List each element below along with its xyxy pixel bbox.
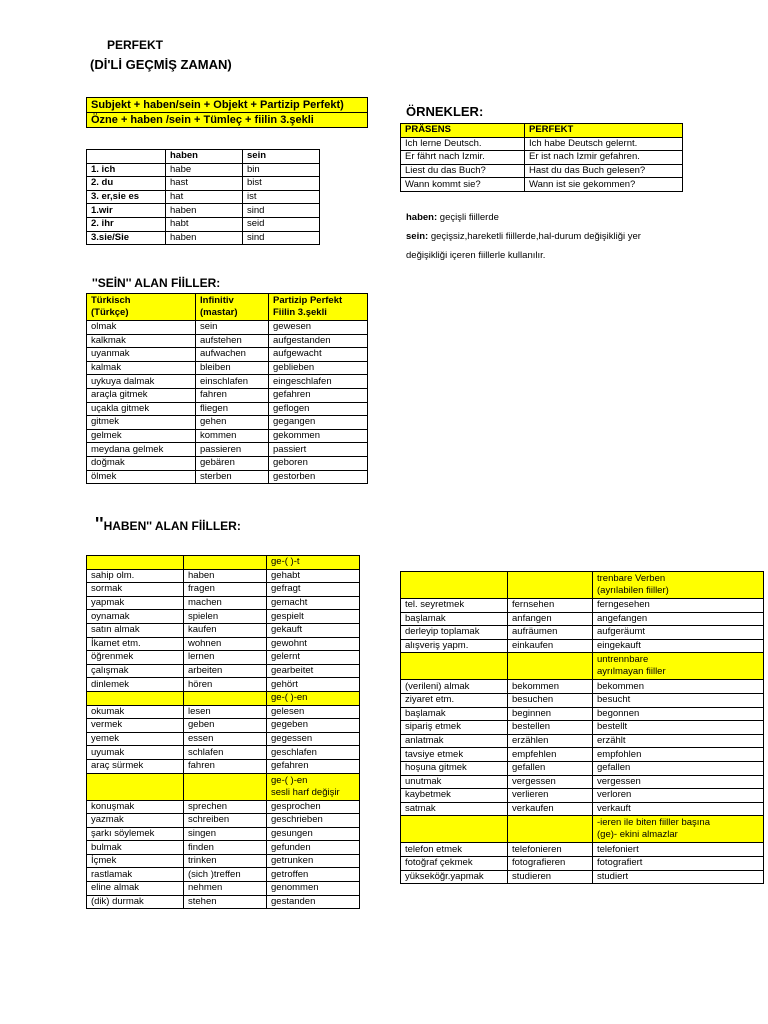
table-cell [184,773,267,800]
table-cell: stehen [184,895,267,909]
table-cell: bleiben [196,361,269,375]
table-row [401,639,764,653]
table-cell [401,653,508,680]
separable-verbs-table [400,571,764,884]
table-cell: fotoğraf çekmek [401,856,508,870]
table-row [87,204,320,218]
table-cell: ge-( )-en [267,691,360,705]
conjugation-table [86,149,320,245]
sein-label: sein: [406,231,429,242]
table-cell: haben [184,569,267,583]
table-cell: sein [196,321,269,335]
table-cell: begonnen [593,707,764,721]
table-row [87,470,368,484]
table-row [87,732,360,746]
table-cell: geschrieben [267,814,360,828]
table-cell: aufstehen [196,334,269,348]
table-row [401,164,683,178]
conj-body [87,163,320,245]
table-cell: genommen [267,882,360,896]
table-cell: ge-( )-en sesli harf değişir [267,773,360,800]
conj-header-cell [87,150,166,164]
table-cell: araçla gitmek [87,388,196,402]
table-cell: yemek [87,732,184,746]
table-row [87,416,368,430]
table-cell: Ich lerne Deutsch. [401,137,525,151]
table-cell: angefangen [593,612,764,626]
table-row [87,678,360,692]
table-cell: bekommen [508,680,593,694]
formula-german: Subjekt + haben/sein + Objekt + Partizip Perfekt) [91,99,344,111]
table-cell [184,556,267,570]
table-cell: olmak [87,321,196,335]
table-cell: verkaufen [508,802,593,816]
table-cell: gegessen [267,732,360,746]
table-cell: empfohlen [593,748,764,762]
table-cell: dinlemek [87,678,184,692]
sein-verbs-heading: ''SEİN'' ALAN FİİLLER: [92,276,221,290]
table-cell: eingekauft [593,639,764,653]
table-row [87,651,360,665]
table-cell: verkauft [593,802,764,816]
table-cell: Er ist nach Izmir gefahren. [525,151,683,165]
table-cell: derleyip toplamak [401,626,508,640]
table-cell: machen [184,596,267,610]
table-cell: Wann ist sie gekommen? [525,178,683,192]
table-cell: gewohnt [267,637,360,651]
table-cell: (verileni) almak [401,680,508,694]
table-cell: araç sürmek [87,759,184,773]
table-cell: gefahren [267,759,360,773]
table-cell: gefunden [267,841,360,855]
table-cell [87,556,184,570]
table-cell: aufgestanden [269,334,368,348]
table-cell: aufwachen [196,348,269,362]
table-row [87,429,368,443]
table-cell: bin [243,163,320,177]
table-cell: aufgewacht [269,348,368,362]
table-row [87,746,360,760]
table-cell: singen [184,827,267,841]
table-cell: doğmak [87,456,196,470]
table-row [401,707,764,721]
table-cell: lesen [184,705,267,719]
sein-header-cell: Türkisch (Türkçe) [87,294,196,321]
table-cell: untrennbare ayrılmayan fiiller [593,653,764,680]
table-row [87,705,360,719]
table-cell: gehen [196,416,269,430]
table-cell: unutmak [401,775,508,789]
table-cell: gesprochen [267,800,360,814]
table-cell: habe [166,163,243,177]
table-row [401,734,764,748]
conj-header-cell: sein [243,150,320,164]
haben-label: haben: [406,212,438,223]
table-row [87,623,360,637]
table-cell: geben [184,719,267,733]
table-cell: uykuya dalmak [87,375,196,389]
table-cell: 3.sie/Sie [87,231,166,245]
table-row [87,177,320,191]
table-cell: İçmek [87,854,184,868]
table-cell: gekauft [267,623,360,637]
table-cell: bestellt [593,721,764,735]
table-cell: gelesen [267,705,360,719]
examples-heading: ÖRNEKLER: [406,104,484,119]
table-row [87,583,360,597]
haben-verbs-table [86,555,360,909]
table-row [87,691,360,705]
table-cell [508,816,593,843]
table-cell: habt [166,217,243,231]
table-row [401,653,764,680]
table-cell: Hast du das Buch gelesen? [525,164,683,178]
table-cell [401,572,508,599]
table-cell: bist [243,177,320,191]
table-cell [508,653,593,680]
table-cell: Er fährt nach Izmir. [401,151,525,165]
table-cell: vergessen [508,775,593,789]
haben-body [87,556,360,909]
table-row [401,693,764,707]
table-cell: 1.wir [87,204,166,218]
table-cell: sahip olm. [87,569,184,583]
table-cell: oynamak [87,610,184,624]
table-cell: schlafen [184,746,267,760]
table-cell [87,691,184,705]
table-cell: schreiben [184,814,267,828]
table-cell: ziyaret etm. [401,693,508,707]
table-cell: 2. ihr [87,217,166,231]
table-cell: gemacht [267,596,360,610]
sein-header-cell: Infinitiv (mastar) [196,294,269,321]
table-cell: anfangen [508,612,593,626]
table-row [87,895,360,909]
table-cell: Ich habe Deutsch gelernt. [525,137,683,151]
table-cell: passiert [269,443,368,457]
table-cell: 2. du [87,177,166,191]
table-cell: einkaufen [508,639,593,653]
table-cell [87,773,184,800]
table-cell: meydana gelmek [87,443,196,457]
table-cell: telefoniert [593,843,764,857]
table-cell: kaufen [184,623,267,637]
table-cell: hoşuna gitmek [401,761,508,775]
table-row [87,231,320,245]
table-cell: sind [243,231,320,245]
table-cell: sterben [196,470,269,484]
table-cell: ferngesehen [593,599,764,613]
table-cell: sind [243,204,320,218]
table-cell: sormak [87,583,184,597]
table-cell: geschlafen [267,746,360,760]
table-cell: satmak [401,802,508,816]
table-row [87,596,360,610]
table-cell: verlieren [508,789,593,803]
table-cell: bestellen [508,721,593,735]
table-cell [401,816,508,843]
table-cell: fotografieren [508,856,593,870]
table-cell: fernsehen [508,599,593,613]
table-cell: öğrenmek [87,651,184,665]
table-cell: gefallen [508,761,593,775]
table-row [401,816,764,843]
table-cell: satın almak [87,623,184,637]
table-cell: erzählt [593,734,764,748]
table-cell: geflogen [269,402,368,416]
table-cell: verloren [593,789,764,803]
table-row [401,721,764,735]
table-row [401,626,764,640]
page-subtitle: (Dİ'Lİ GEÇMİŞ ZAMAN) [90,57,232,72]
table-cell: fahren [196,388,269,402]
table-cell: İkamet etm. [87,637,184,651]
table-row [87,814,360,828]
table-cell: gefragt [267,583,360,597]
page-title: PERFEKT [107,38,164,52]
table-cell: einschlafen [196,375,269,389]
table-cell: haben [166,231,243,245]
haben-verbs-heading: ''HABEN'' ALAN FİİLLER: [95,514,241,534]
table-cell: ist [243,190,320,204]
table-cell: anlatmak [401,734,508,748]
table-cell: hat [166,190,243,204]
table-cell: nehmen [184,882,267,896]
table-cell: gestorben [269,470,368,484]
table-cell: çalışmak [87,664,184,678]
table-cell: başlamak [401,612,508,626]
table-row [87,375,368,389]
sein-verbs-table [86,293,368,484]
table-cell: rastlamak [87,868,184,882]
table-cell: hören [184,678,267,692]
sein-note: geçişsiz,hareketli fiillerde,hal-durum değişikliği yer [428,231,641,242]
table-cell: gefallen [593,761,764,775]
haben-note: geçişli fiillerde [437,212,499,223]
table-row [87,388,368,402]
table-row [401,572,764,599]
table-cell: yazmak [87,814,184,828]
sein-note-continued: değişikliği içeren fiillerle kullanılır. [406,250,546,261]
table-cell: telefon etmek [401,843,508,857]
table-row [87,882,360,896]
table-cell: eingeschlafen [269,375,368,389]
table-cell: tel. seyretmek [401,599,508,613]
table-cell: telefonieren [508,843,593,857]
table-cell: gestanden [267,895,360,909]
table-cell: fragen [184,583,267,597]
table-cell: bekommen [593,680,764,694]
table-cell: getrunken [267,854,360,868]
table-cell: uyanmak [87,348,196,362]
formula-turkish: Özne + haben /sein + Tümleç + fiilin 3.şekli [87,112,367,127]
table-cell: empfehlen [508,748,593,762]
table-row [87,569,360,583]
table-cell: lernen [184,651,267,665]
table-row [87,443,368,457]
table-row [87,868,360,882]
table-cell: besuchen [508,693,593,707]
table-cell: Wann kommt sie? [401,178,525,192]
table-row [401,870,764,884]
table-cell: kalmak [87,361,196,375]
table-cell: trinken [184,854,267,868]
table-row [87,719,360,733]
table-cell: studieren [508,870,593,884]
table-cell: fahren [184,759,267,773]
table-row [87,610,360,624]
table-cell: şarkı söylemek [87,827,184,841]
sein-header-cell: Partizip Perfekt Fiilin 3.şekli [269,294,368,321]
table-row [401,748,764,762]
table-row [87,321,368,335]
table-row [87,190,320,204]
table-cell: başlamak [401,707,508,721]
table-cell: kaybetmek [401,789,508,803]
table-cell: aufräumen [508,626,593,640]
table-cell: vermek [87,719,184,733]
table-row [87,361,368,375]
table-cell: finden [184,841,267,855]
table-row [401,761,764,775]
table-cell: fliegen [196,402,269,416]
table-cell: tavsiye etmek [401,748,508,762]
table-row [87,217,320,231]
table-cell: erzählen [508,734,593,748]
table-cell: trenbare Verben (ayrılabilen fiiller) [593,572,764,599]
table-cell: gelernt [267,651,360,665]
table-row [401,599,764,613]
table-cell: gewesen [269,321,368,335]
table-cell: kommen [196,429,269,443]
table-row [401,137,683,151]
table-cell: gegangen [269,416,368,430]
table-cell: okumak [87,705,184,719]
table-row [401,843,764,857]
table-row [87,402,368,416]
table-cell: passieren [196,443,269,457]
table-row [87,841,360,855]
table-cell: gearbeitet [267,664,360,678]
table-row [401,802,764,816]
table-cell: getroffen [267,868,360,882]
table-row [87,163,320,177]
table-cell: vergessen [593,775,764,789]
table-cell: gespielt [267,610,360,624]
table-cell: eline almak [87,882,184,896]
table-cell: kalkmak [87,334,196,348]
table-row [87,854,360,868]
examples-header-cell: PERFEKT [525,124,683,138]
table-cell: geboren [269,456,368,470]
table-cell: gelmek [87,429,196,443]
table-row [87,637,360,651]
table-row [87,456,368,470]
table-cell: aufgeräumt [593,626,764,640]
table-row [401,856,764,870]
table-cell: essen [184,732,267,746]
table-cell: beginnen [508,707,593,721]
formula-box [86,97,368,128]
table-cell: ge-( )-t [267,556,360,570]
table-cell: uçakla gitmek [87,402,196,416]
table-cell: (sich )treffen [184,868,267,882]
table-cell: 1. ich [87,163,166,177]
table-cell: gesungen [267,827,360,841]
table-cell: hast [166,177,243,191]
table-row [87,334,368,348]
table-row [401,612,764,626]
examples-table [400,123,683,192]
table-cell [184,691,267,705]
table-row [87,348,368,362]
table-row [87,827,360,841]
table-cell: yükseköğr.yapmak [401,870,508,884]
table-cell: haben [166,204,243,218]
table-cell: gehabt [267,569,360,583]
table-cell: seid [243,217,320,231]
table-cell: wohnen [184,637,267,651]
table-cell: konuşmak [87,800,184,814]
table-row [87,759,360,773]
table-cell: gefahren [269,388,368,402]
table-cell: yapmak [87,596,184,610]
table-cell: alışveriş yapm. [401,639,508,653]
table-cell: 3. er,sie es [87,190,166,204]
table-row [401,775,764,789]
table-row [87,800,360,814]
table-cell: studiert [593,870,764,884]
table-cell: gekommen [269,429,368,443]
examples-header-cell: PRÄSENS [401,124,525,138]
table-cell: besucht [593,693,764,707]
table-cell: Liest du das Buch? [401,164,525,178]
table-cell: gegeben [267,719,360,733]
table-cell: gehört [267,678,360,692]
separable-body [401,572,764,884]
table-cell: (dik) durmak [87,895,184,909]
table-cell: sipariş etmek [401,721,508,735]
table-cell [508,572,593,599]
table-row [87,556,360,570]
table-row [401,680,764,694]
table-row [87,664,360,678]
table-row [87,773,360,800]
table-row [401,151,683,165]
table-cell: sprechen [184,800,267,814]
conj-header-cell: haben [166,150,243,164]
table-cell: gitmek [87,416,196,430]
table-cell: -ieren ile biten fiiller başına (ge)- ekini almazlar [593,816,764,843]
table-cell: gebären [196,456,269,470]
table-row [401,789,764,803]
sein-body [87,321,368,484]
table-cell: ölmek [87,470,196,484]
table-cell: spielen [184,610,267,624]
notes [406,208,641,265]
table-cell: fotografiert [593,856,764,870]
table-row [401,178,683,192]
table-cell: uyumak [87,746,184,760]
table-cell: geblieben [269,361,368,375]
examples-body [401,137,683,191]
table-cell: arbeiten [184,664,267,678]
table-cell: bulmak [87,841,184,855]
